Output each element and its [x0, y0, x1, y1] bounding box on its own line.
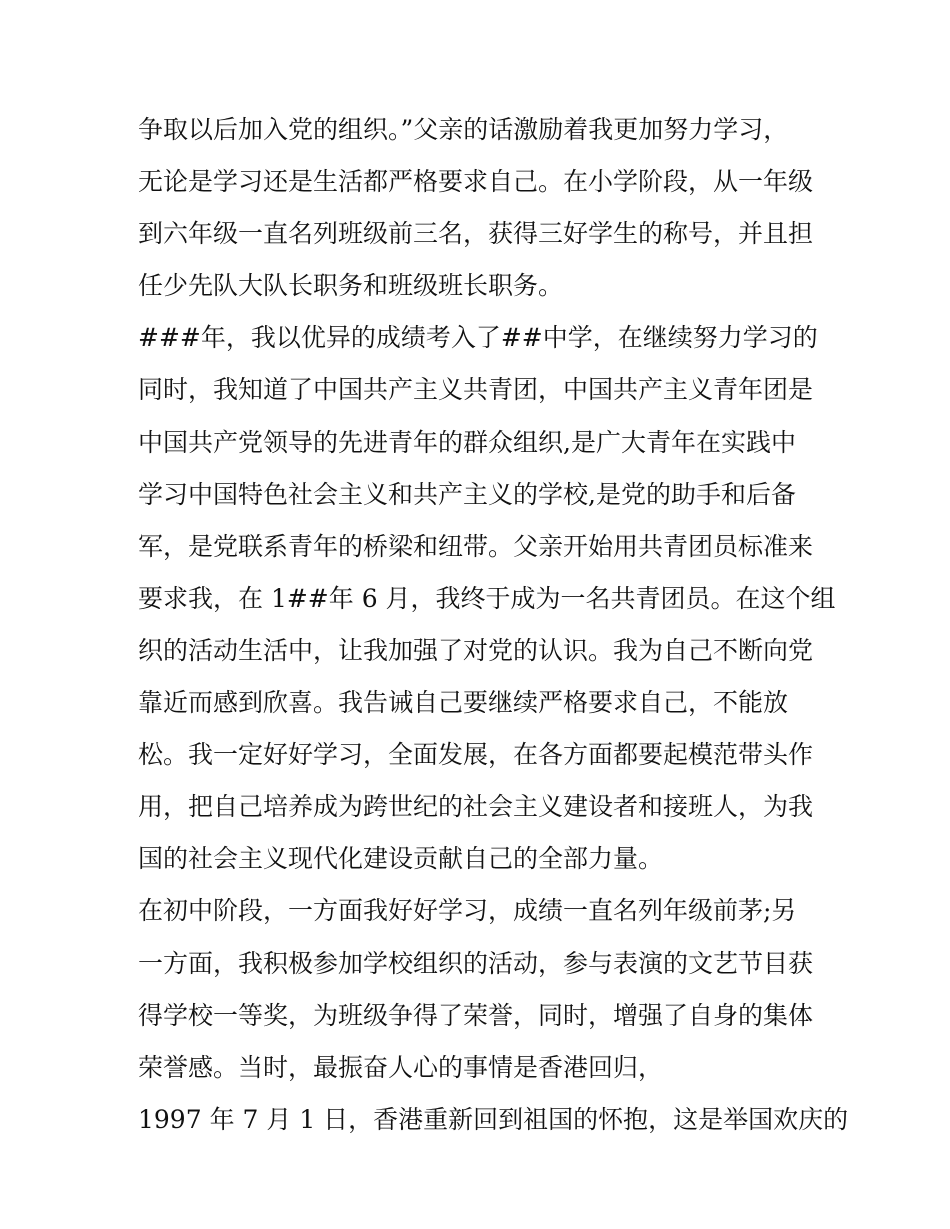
- text-line: 1997 年 7 月 1 日，香港重新回到祖国的怀抱，这是举国欢庆的: [138, 1104, 849, 1134]
- text-line: 得学校一等奖，为班级争得了荣誉，同时，增强了自身的集体: [138, 1000, 814, 1030]
- text-line: 荣誉感。当时，最振奋人心的事情是香港回归，: [138, 1052, 664, 1082]
- text-line: 国的社会主义现代化建设贡献自己的全部力量。: [138, 844, 664, 874]
- text-line: 争取以后加入党的组织。”父亲的话激励着我更加努力学习，: [138, 115, 789, 144]
- text-line: 用，把自己培养成为跨世纪的社会主义建设者和接班人，为我: [138, 792, 814, 822]
- text-line: 在初中阶段，一方面我好好学习，成绩一直名列年级前茅;另: [138, 896, 797, 926]
- text-line: 中国共产党领导的先进青年的群众组织,是广大青年在实践中: [138, 427, 796, 457]
- text-line: 同时，我知道了中国共产主义共青团，中国共产主义青年团是: [138, 375, 814, 405]
- text-line: 军，是党联系青年的桥梁和纽带。父亲开始用共青团员标准来: [138, 531, 814, 561]
- text-line: 一方面，我积极参加学校组织的活动，参与表演的文艺节目获: [138, 948, 814, 978]
- text-line: 织的活动生活中，让我加强了对党的认识。我为自己不断向党: [138, 635, 814, 665]
- text-line: 学习中国特色社会主义和共产主义的学校,是党的助手和后备: [138, 479, 796, 509]
- text-line: 松。我一定好好学习，全面发展，在各方面都要起模范带头作: [138, 740, 814, 770]
- body-text: [138, 108, 849, 1150]
- text-line: 无论是学习还是生活都严格要求自己。在小学阶段，从一年级: [138, 167, 814, 197]
- text-line: 任少先队大队长职务和班级班长职务。: [138, 271, 564, 301]
- text-line: 到六年级一直名列班级前三名，获得三好学生的称号，并且担: [138, 219, 814, 249]
- text-line: ###年，我以优异的成绩考入了##中学，在继续努力学习的: [138, 323, 818, 353]
- text-line: 靠近而感到欣喜。我告诫自己要继续严格要求自己，不能放: [138, 688, 789, 718]
- text-line: 要求我，在 1##年 6 月，我终于成为一名共青团员。在这个组: [138, 583, 836, 613]
